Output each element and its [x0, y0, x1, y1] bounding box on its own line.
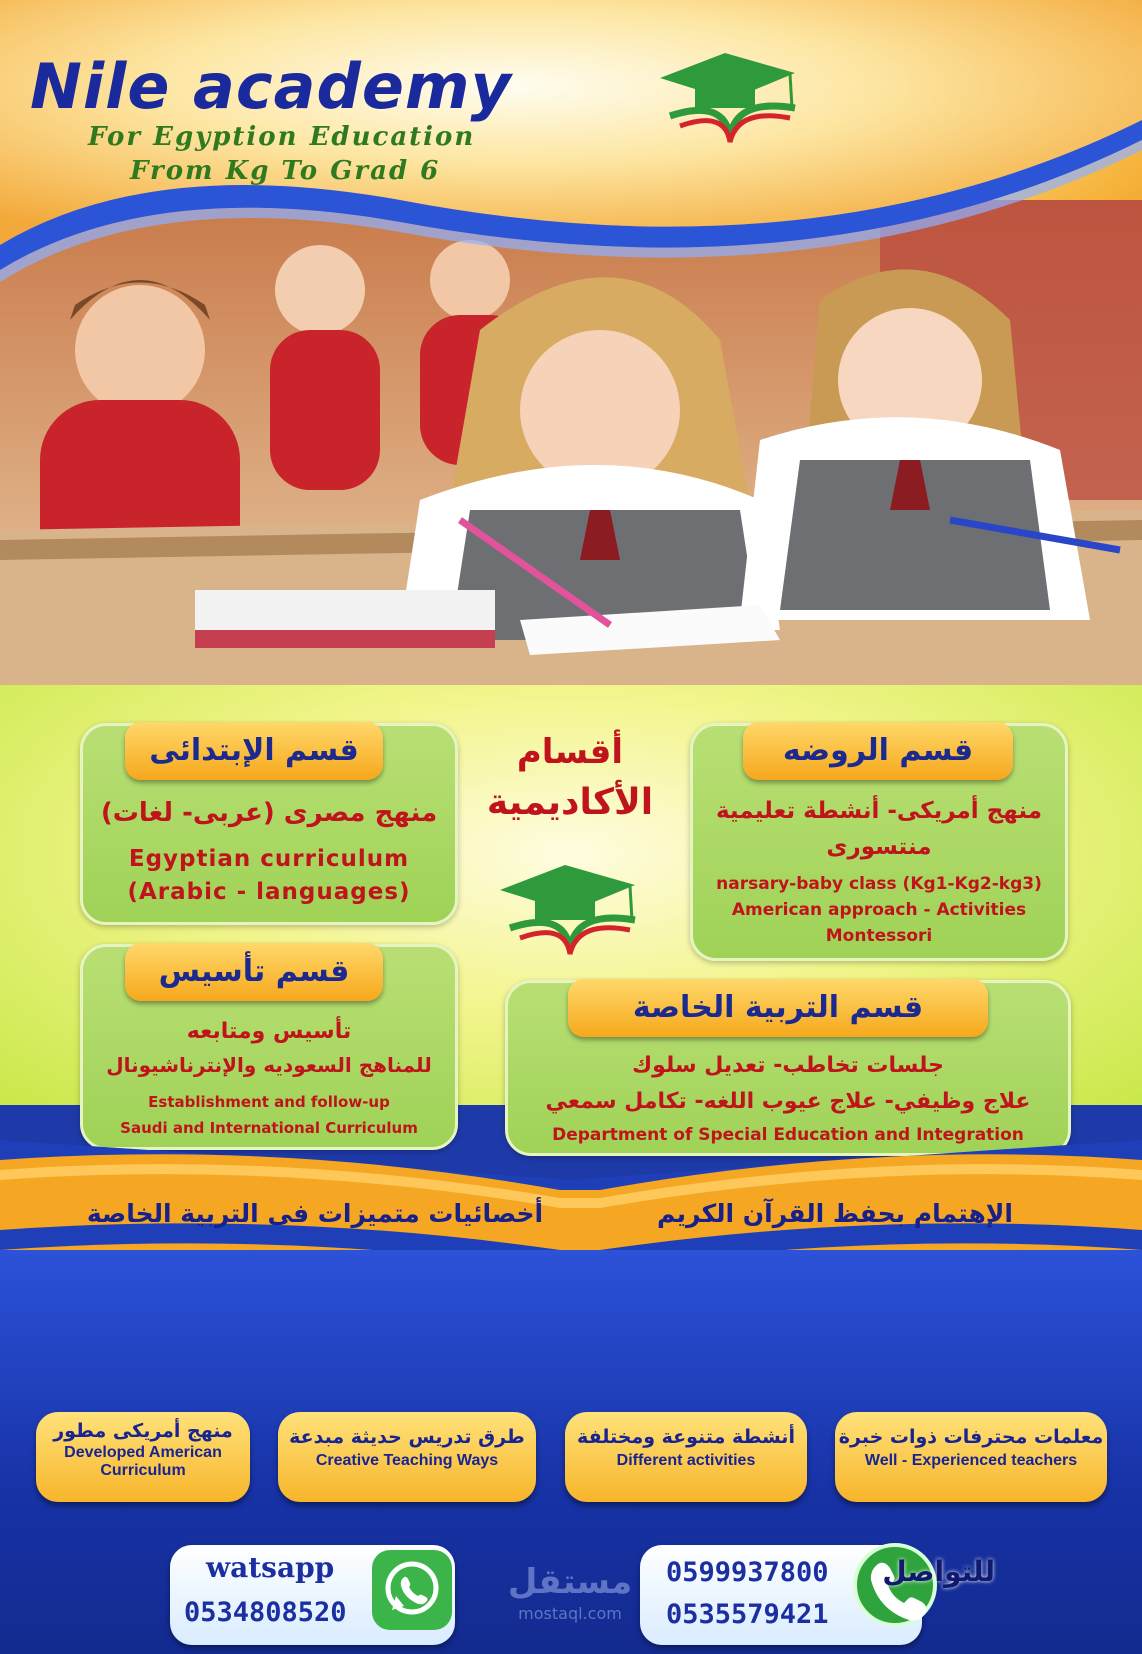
highlight-quran: الإهتمام بحفظ القرآن الكريم	[657, 1198, 1013, 1228]
primary-department-title: قسم الإبتدائى	[125, 722, 383, 780]
kindergarten-department-title: قسم الروضه	[743, 722, 1013, 780]
phone-number-2[interactable]: 0535579421	[666, 1599, 829, 1630]
feature-card	[36, 1412, 250, 1502]
foundation-arabic-line-1: تأسيس ومتابعه	[186, 1019, 352, 1044]
contact-label: للتواصل	[882, 1555, 995, 1588]
feature-english: Different activities	[616, 1452, 756, 1469]
subtitle-line-1: For Egyption Education	[88, 122, 476, 152]
foundation-english-line-1: Establishment and follow-up	[148, 1093, 390, 1111]
primary-english-line-2: (Arabic - languages)	[127, 879, 411, 905]
feature-arabic: منهج أمريكى مطور	[53, 1420, 233, 1442]
whatsapp-label: watsapp	[206, 1551, 335, 1584]
feature-arabic: أنشطة متنوعة ومختلفة	[577, 1426, 795, 1448]
whatsapp-number[interactable]: 0534808520	[184, 1597, 347, 1628]
sections-heading-line-1: أقسام	[516, 732, 624, 772]
kindergarten-english-line-1: narsary-baby class (Kg1-Kg2-kg3)	[716, 874, 1042, 894]
special-education-department-title: قسم التربية الخاصة	[568, 979, 988, 1037]
graduation-cap-book-logo	[650, 38, 810, 148]
kindergarten-arabic-line-1: منهج أمريكى- أنشطة تعليمية	[715, 798, 1043, 824]
feature-card	[278, 1412, 536, 1502]
watermark-logo: مستقل	[507, 1562, 633, 1602]
watermark-url: mostaql.com	[518, 1604, 622, 1623]
feature-english: Developed American Curriculum	[64, 1444, 222, 1479]
special-education-english: Department of Special Education and Integration	[552, 1125, 1024, 1145]
academy-title: Nile academy	[30, 50, 512, 123]
feature-card	[835, 1412, 1107, 1502]
foundation-english-line-2: Saudi and International Curriculum	[120, 1119, 418, 1137]
kindergarten-english-line-3: Montessori	[825, 926, 933, 946]
foundation-department-title: قسم تأسيس	[125, 943, 383, 1001]
phone-number-1[interactable]: 0599937800	[666, 1557, 829, 1588]
subtitle-line-2: From Kg To Grad 6	[130, 156, 441, 186]
kindergarten-english-line-2: American approach - Activities	[731, 900, 1027, 920]
primary-arabic-text: منهج مصرى (عربى- لغات)	[100, 798, 438, 828]
whatsapp-icon[interactable]	[370, 1548, 454, 1632]
feature-card	[565, 1412, 807, 1502]
special-education-arabic-line-2: علاج وظيفي- علاج عيوب اللغه- تكامل سمعي	[545, 1089, 1031, 1114]
sections-heading-line-2: الأكاديمية	[486, 782, 654, 823]
special-education-arabic-line-1: جلسات تخاطب- تعديل سلوك	[632, 1053, 944, 1078]
foundation-arabic-line-2: للمناهج السعوديه والإنترناشيونال	[106, 1053, 432, 1077]
kindergarten-arabic-line-2: منتسورى	[826, 834, 932, 860]
primary-english-line-1: Egyptian curriculum	[128, 846, 410, 872]
highlight-specialists: أخصائيات متميزات فى التربية الخاصة	[86, 1198, 544, 1228]
feature-english: Well - Experienced teachers	[864, 1452, 1078, 1469]
primary-department-box	[80, 723, 458, 925]
feature-arabic: طرق تدريس حديثة مبدعة	[289, 1426, 525, 1448]
graduation-cap-book-logo	[490, 850, 650, 960]
feature-arabic: معلمات محترفات ذوات خبرة	[838, 1426, 1104, 1448]
feature-english: Creative Teaching Ways	[315, 1452, 499, 1469]
kindergarten-department-box	[690, 723, 1068, 961]
